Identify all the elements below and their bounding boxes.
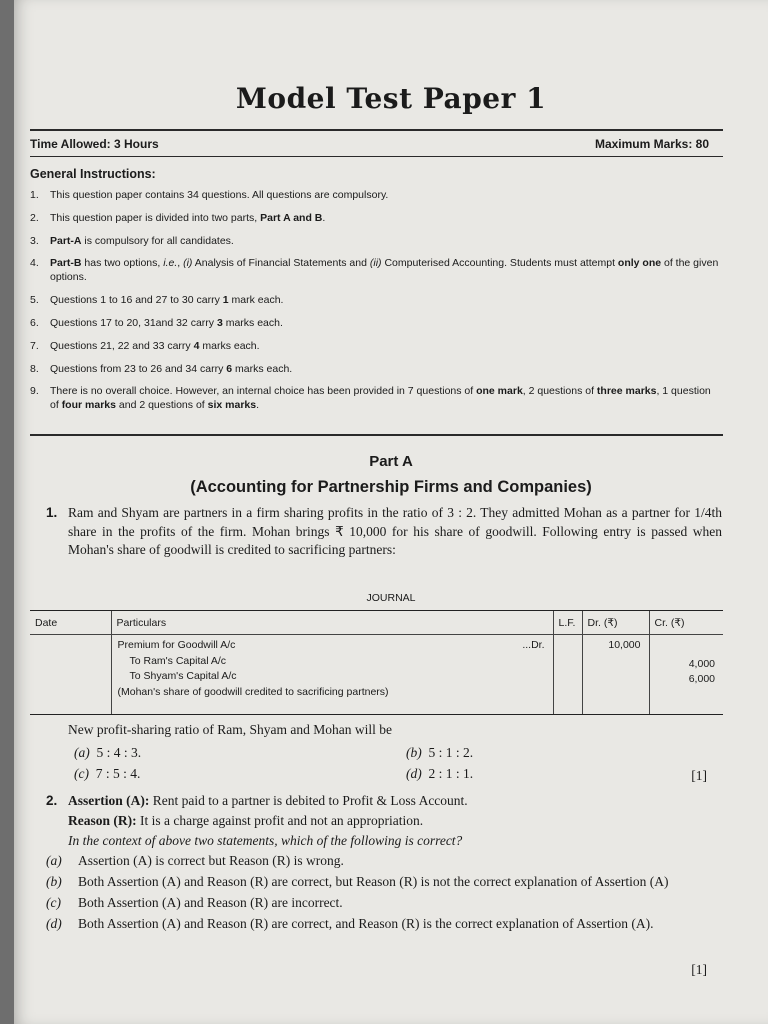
document-page [14, 0, 768, 1024]
q2-option-d [46, 915, 722, 933]
instruction-item [30, 211, 720, 225]
instruction-text: . [256, 399, 260, 412]
instruction-text: three marks [596, 385, 657, 398]
instruction-item [30, 188, 720, 202]
instruction-text: Questions 17 to 20, 31and 32 carry [50, 316, 217, 329]
option-text: 5 : 4 : 3. [96, 745, 142, 760]
instruction-text: marks each. [232, 362, 293, 375]
instruction-text: four marks [61, 399, 116, 412]
page-title: Model Test Paper 1 [235, 82, 547, 115]
journal-header-lf: L.F. [553, 611, 582, 635]
instruction-item [30, 384, 720, 412]
header-rule [30, 156, 723, 157]
instruction-text: , [177, 257, 184, 270]
instruction-text: (ii) [369, 257, 382, 270]
instruction-text: marks each. [222, 316, 283, 329]
instructions-end-rule [30, 434, 723, 436]
q2-option-b [46, 873, 722, 891]
instruction-text: There is no overall choice. However, an internal choice has been provided in 7 questions of [50, 385, 477, 398]
journal-lf-cell [553, 635, 582, 715]
instruction-text: 4 [193, 339, 200, 352]
instruction-item [30, 339, 720, 353]
question-2 [46, 791, 722, 933]
instruction-text: Part A and B [260, 211, 323, 224]
journal-entry-row [30, 635, 723, 715]
part-a-heading: Part A [369, 453, 413, 470]
instruction-text: six marks [207, 399, 257, 412]
instruction-text: Questions 21, 22 and 33 carry [50, 339, 194, 352]
journal-dr-amount: 10,000 [608, 639, 641, 651]
journal-narration: (Mohan's share of goodwill credited to sacrificing partners) [117, 685, 389, 698]
instruction-text: has two options, [81, 257, 164, 270]
assertion-text: Rent paid to a partner is debited to Profit & Loss Account. [149, 793, 468, 808]
reason-line [68, 811, 722, 831]
option-label: (d) [406, 766, 422, 781]
q1-marks: [1] [691, 768, 707, 783]
part-a-subheading: (Accounting for Partnership Firms and Companies) [190, 478, 592, 496]
instruction-item [30, 256, 720, 284]
journal-particulars-cell [111, 635, 553, 715]
instruction-text: and 2 questions of [115, 399, 208, 412]
instruction-text: 1 [222, 294, 229, 307]
instruction-number: 3. [30, 234, 39, 247]
instruction-number: 6. [30, 316, 39, 329]
instruction-number: 7. [30, 339, 39, 352]
instruction-text: mark each. [228, 294, 284, 307]
question-1 [46, 504, 722, 560]
instruction-item [30, 234, 720, 248]
option-label: (a) [46, 853, 62, 868]
instruction-text: This question paper contains 34 questions. All questions are compulsory. [50, 189, 389, 201]
journal-credit-line-1: To Ram's Capital A/c [129, 654, 227, 667]
journal-dr-cell [582, 635, 649, 715]
instruction-text: Questions 1 to 16 and 27 to 30 carry [50, 294, 223, 307]
time-allowed: Time Allowed: 3 Hours [30, 137, 159, 151]
instruction-text: i.e. [163, 257, 178, 270]
option-label: (b) [46, 874, 62, 889]
journal-title: JOURNAL [366, 592, 416, 604]
option-text: 5 : 1 : 2. [428, 745, 474, 760]
instruction-text: 3 [216, 316, 223, 329]
q1-prompt: New profit-sharing ratio of Ram, Shyam and Mohan will be [68, 722, 392, 737]
instruction-text: Part-B [50, 257, 82, 270]
journal-debit-line [112, 638, 553, 654]
instruction-item [30, 362, 720, 376]
q2-prompt: In the context of above two statements, which of the following is correct? [68, 833, 463, 848]
journal-header-dr: Dr. (₹) [582, 611, 649, 635]
option-label: (a) [74, 745, 90, 760]
option-text: Assertion (A) is correct but Reason (R) is wrong. [78, 853, 344, 868]
option-text: 7 : 5 : 4. [95, 766, 141, 781]
top-rule [30, 129, 723, 131]
reason-text: It is a charge against profit and not an appropriation. [136, 813, 424, 828]
journal-header-row [30, 611, 723, 635]
question-text: Ram and Shyam are partners in a firm sharing profits in the ratio of 3 : 2. They admitted Mohan as a partner for 1/4th share in the profits of the firm. Mohan brings ₹ 10,000 for his share of goodwill. Following entry is passed when Mohan's share of goodwill is credited to sacrificing partners: [68, 505, 722, 557]
journal-cr-spacer [650, 638, 724, 654]
journal-dr-marker: ...Dr. [522, 639, 545, 651]
option-text: Both Assertion (A) and Reason (R) are correct, and Reason (R) is the correct explanation of Assertion (A). [78, 916, 654, 931]
option-label: (c) [46, 895, 61, 910]
journal-table [30, 610, 723, 715]
journal-header-cr: Cr. (₹) [649, 611, 723, 635]
question-number: 1. [46, 505, 58, 520]
journal-header-particulars: Particulars [111, 611, 553, 635]
instruction-number: 5. [30, 294, 39, 307]
assertion-line [68, 791, 722, 811]
q2-option-c [46, 894, 722, 912]
instruction-text: is compulsory for all candidates. [81, 234, 234, 247]
journal-cr-amount-1: 4,000 [688, 657, 715, 670]
instruction-number: 4. [30, 257, 39, 270]
reason-label: Reason (R): [68, 813, 137, 828]
q1-option-b [406, 745, 473, 761]
option-text: Both Assertion (A) and Reason (R) are correct, but Reason (R) is not the correct explanation of Assertion (A) [78, 874, 669, 889]
instruction-item [30, 316, 720, 330]
instruction-text: Computerised Accounting. Students must attempt [381, 257, 618, 270]
option-text: 2 : 1 : 1. [428, 766, 474, 781]
question-number: 2. [46, 793, 58, 808]
instruction-text: Part-A [50, 234, 82, 247]
instruction-text: of the given options. [50, 257, 719, 284]
option-label: (b) [406, 745, 422, 760]
instruction-number: 8. [30, 362, 39, 375]
instruction-number: 9. [30, 385, 39, 398]
instruction-text: (i) [183, 257, 193, 270]
assertion-label: Assertion (A): [68, 793, 150, 808]
option-label: (d) [46, 916, 62, 931]
journal-cr-amount-2: 6,000 [688, 673, 715, 685]
general-instructions-title: General Instructions: [30, 167, 156, 181]
instructions-list [30, 188, 720, 421]
instruction-item [30, 293, 720, 307]
journal-credit-line-2: To Shyam's Capital A/c [129, 670, 237, 682]
instruction-text: marks each. [199, 339, 260, 352]
instruction-text: . [322, 211, 326, 224]
maximum-marks: Maximum Marks: 80 [594, 137, 709, 151]
instruction-text: , 2 questions of [522, 385, 597, 398]
journal-date-cell [30, 635, 111, 715]
q2-option-a [46, 852, 722, 870]
option-text: Both Assertion (A) and Reason (R) are incorrect. [78, 895, 343, 910]
instruction-text: Analysis of Financial Statements and [192, 257, 370, 270]
q1-option-a [74, 745, 141, 761]
q2-marks: [1] [691, 962, 707, 977]
instruction-text: 6 [226, 362, 233, 375]
journal-cr-cell [649, 635, 723, 715]
instruction-text: one mark [476, 385, 523, 398]
q1-option-d [406, 766, 473, 782]
q1-option-c [74, 766, 140, 782]
option-label: (c) [74, 766, 89, 781]
instruction-number: 2. [30, 211, 39, 224]
journal-debit-account: Premium for Goodwill A/c [117, 639, 236, 651]
instruction-text: Questions from 23 to 26 and 34 carry [50, 362, 227, 375]
instruction-text: only one [617, 257, 662, 270]
instruction-number: 1. [30, 189, 39, 201]
journal-header-date: Date [30, 611, 111, 635]
instruction-text: This question paper is divided into two parts, [50, 211, 261, 224]
instruction-text: , 1 question of [50, 385, 711, 412]
